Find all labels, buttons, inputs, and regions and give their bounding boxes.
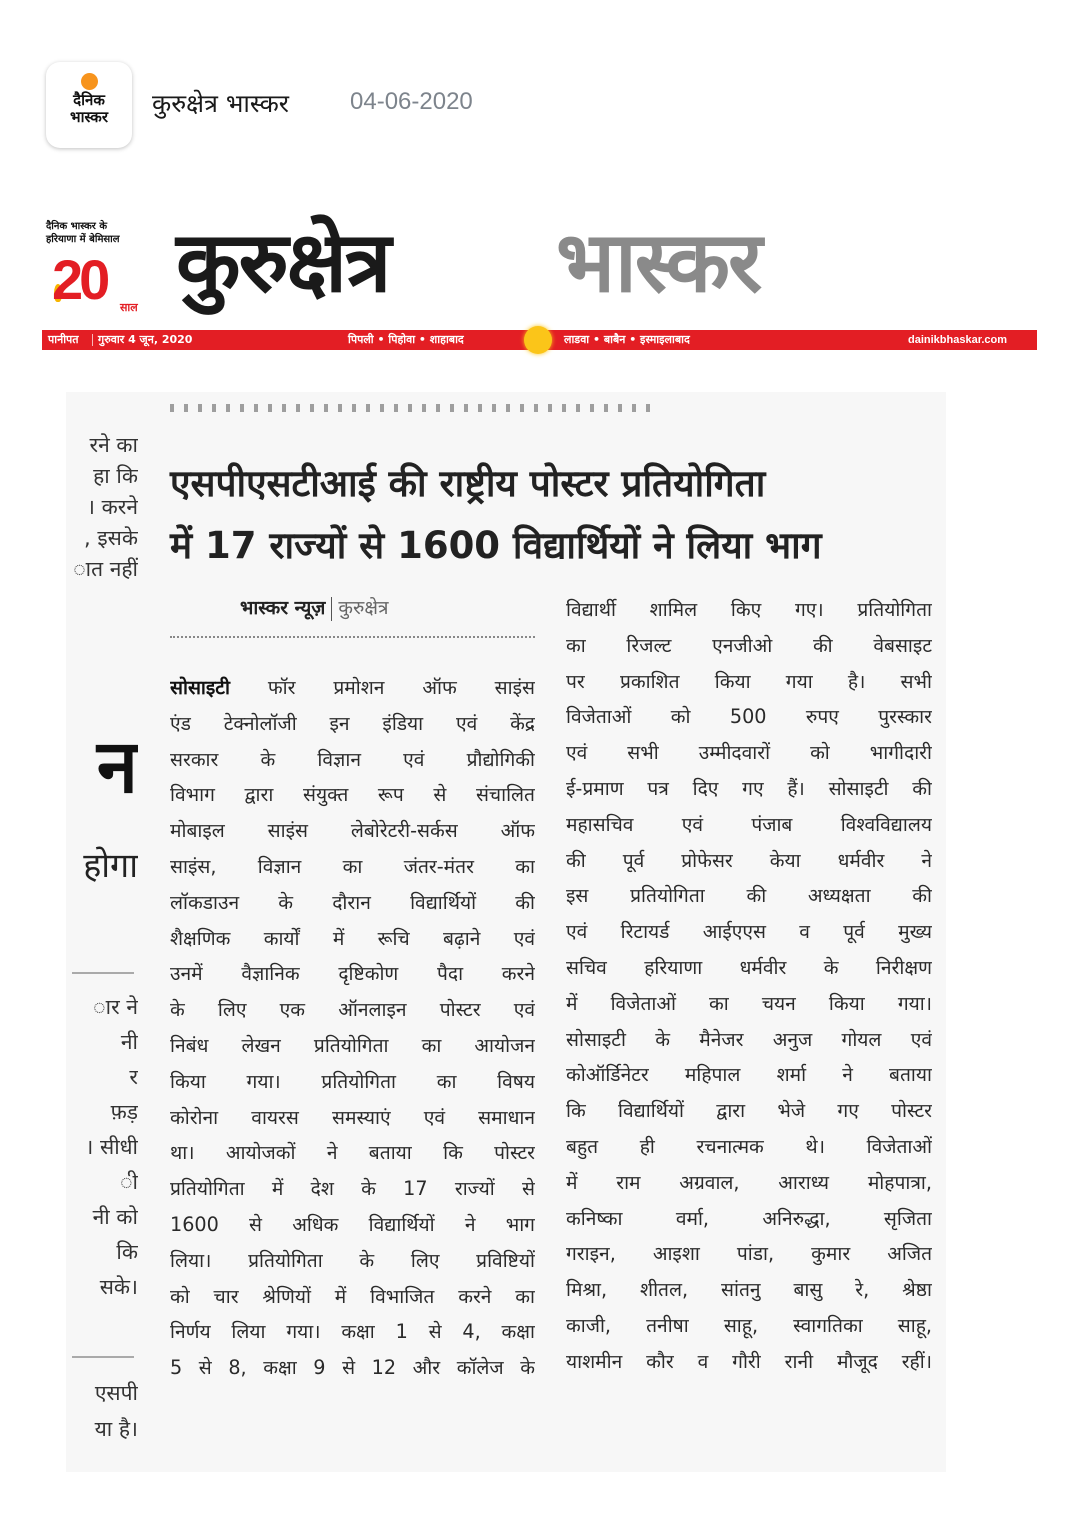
article-line: 5 से 8, कक्षा 9 से 12 और कॉलेज के bbox=[170, 1356, 535, 1380]
adjacent-heading-fragment: न bbox=[96, 724, 138, 810]
article-line: किया गया। प्रतियोगिता का विषय bbox=[170, 1069, 535, 1093]
bar-divider bbox=[92, 334, 93, 346]
adjacent-column-top bbox=[72, 430, 138, 585]
adjacent-line: , इसके bbox=[84, 526, 138, 550]
bar-towns-right: लाडवा • बाबैन • इस्माइलाबाद bbox=[564, 333, 690, 346]
article-column-2 bbox=[566, 592, 932, 1380]
edition-title: कुरुक्षेत्र भास्कर bbox=[152, 89, 290, 118]
article-line: ई-प्रमाण पत्र दिए गए हैं। सोसाइटी की bbox=[566, 776, 932, 800]
logo-line: दैनिक bbox=[73, 91, 105, 109]
article-line: एंड टेक्नोलॉजी इन इंडिया एवं केंद्र bbox=[170, 711, 535, 735]
article-line: कनिष्का वर्मा, अनिरुद्धा, सृजिता bbox=[566, 1206, 932, 1230]
article-byline bbox=[240, 594, 388, 621]
article-line: उनमें वैज्ञानिक दृष्टिकोण पैदा करने bbox=[170, 962, 535, 986]
article-line: कोरोना वायरस समस्याएं एवं समाधान bbox=[170, 1105, 535, 1129]
edition-date: 04-06-2020 bbox=[350, 88, 473, 115]
adjacent-line: हा कि bbox=[93, 464, 138, 488]
article-line: सचिव हरियाणा धर्मवीर के निरीक्षण bbox=[566, 955, 932, 979]
article-line: गराइन, आइशा पांडा, कुमार अजित bbox=[566, 1242, 932, 1266]
article-line: सोसाइटी के मैनेजर अनुज गोयल एवं bbox=[566, 1027, 932, 1051]
article-line-text: फॉर प्रमोशन ऑफ साइंस bbox=[229, 676, 535, 699]
article-line: काजी, तनीषा साहू, स्वागतिका साहू, bbox=[566, 1313, 932, 1337]
article-line: मिश्रा, शीतल, सांतनु बासु रे, श्रेष्ठा bbox=[566, 1278, 932, 1302]
tagline-line: दैनिक भास्कर के bbox=[46, 221, 108, 232]
adjacent-line: । करने bbox=[86, 495, 138, 519]
app-logo[interactable] bbox=[46, 62, 132, 148]
article-line: बहुत ही रचनात्मक थे। विजेताओं bbox=[566, 1134, 932, 1158]
byline-source: भास्कर न्यूज़ bbox=[240, 597, 326, 619]
adjacent-line: सके। bbox=[99, 1275, 138, 1299]
article-line: का रिजल्ट एनजीओ की वेबसाइट bbox=[566, 633, 932, 657]
byline-place: कुरुक्षेत्र bbox=[338, 597, 389, 619]
adjacent-column-bottom bbox=[72, 1375, 138, 1447]
article-column-1 bbox=[170, 670, 535, 1386]
article-line: प्रतियोगिता में देश के 17 राज्यों से bbox=[170, 1177, 535, 1201]
adjacent-line: र bbox=[129, 1065, 138, 1089]
adjacent-line: या है। bbox=[94, 1417, 138, 1441]
article-line: इस प्रतियोगिता की अध्यक्षता की bbox=[566, 884, 932, 908]
column-divider bbox=[72, 1356, 134, 1358]
column-divider bbox=[72, 972, 134, 974]
adjacent-line: नी को bbox=[92, 1205, 138, 1229]
article-line: एवं सभी उम्मीदवारों को भागीदारी bbox=[566, 741, 932, 765]
sun-logo-icon bbox=[524, 326, 552, 354]
adjacent-line: फ़ड़ bbox=[110, 1100, 138, 1124]
logo-line: भास्कर bbox=[70, 108, 108, 126]
anniversary-number: 20 bbox=[52, 248, 107, 311]
sun-icon bbox=[81, 73, 98, 90]
article-headline-line-2: में 17 राज्यों से 1600 विद्यार्थियों ने लिया भाग bbox=[170, 524, 822, 567]
adjacent-line: ी bbox=[120, 1170, 138, 1194]
article-line: कोऑर्डिनेटर महिपाल शर्मा ने बताया bbox=[566, 1063, 932, 1087]
article-line: पर प्रकाशित किया गया है। सभी bbox=[566, 669, 932, 693]
article-line: कि विद्यार्थियों द्वारा भेजे गए पोस्टर bbox=[566, 1099, 932, 1123]
article-line: याशमीन कौर व गौरी रानी मौजूद रहीं। bbox=[566, 1349, 932, 1373]
article-line: को चार श्रेणियों में विभाजित करने का bbox=[170, 1284, 535, 1308]
adjacent-line: रने का bbox=[89, 433, 138, 457]
byline-divider bbox=[331, 597, 332, 621]
adjacent-line: कि bbox=[116, 1240, 138, 1264]
masthead-title-brand: भास्कर bbox=[556, 213, 761, 311]
article-line: था। आयोजकों ने बताया कि पोस्टर bbox=[170, 1141, 535, 1165]
bar-towns-left: पिपली • पिहोवा • शाहाबाद bbox=[348, 333, 464, 346]
cut-text-remnant bbox=[170, 404, 660, 412]
article-line: में विजेताओं का चयन किया गया। bbox=[566, 991, 932, 1015]
article-line: में राम अग्रवाल, आराध्य मोहपात्रा, bbox=[566, 1170, 932, 1194]
masthead-tagline bbox=[46, 220, 156, 246]
article-line: लॉकडाउन के दौरान विद्यार्थियों की bbox=[170, 890, 535, 914]
bar-website: dainikbhaskar.com bbox=[908, 334, 1008, 346]
article-line: विभाग द्वारा संयुक्त रूप से संचालित bbox=[170, 783, 535, 807]
article-line: के लिए एक ऑनलाइन पोस्टर एवं bbox=[170, 998, 535, 1022]
article-line: लिया। प्रतियोगिता के लिए प्रविष्टियों bbox=[170, 1248, 535, 1272]
article-headline-line-1: एसपीएसटीआई की राष्ट्रीय पोस्टर प्रतियोगिता bbox=[170, 462, 766, 505]
logo-wordmark bbox=[46, 92, 132, 126]
article-line: शैक्षणिक कार्यों में रूचि बढ़ाने एवं bbox=[170, 926, 535, 950]
adjacent-line: नी bbox=[120, 1030, 138, 1054]
adjacent-column-middle bbox=[72, 990, 138, 1305]
adjacent-line: । सीधी bbox=[85, 1135, 138, 1159]
masthead-title-city: कुरुक्षेत्र bbox=[176, 213, 390, 311]
adjacent-subheading-fragment: होगा bbox=[83, 846, 138, 886]
anniversary-unit: साल bbox=[120, 301, 138, 314]
article-line: की पूर्व प्रोफेसर केया धर्मवीर ने bbox=[566, 848, 932, 872]
adjacent-line: ात नहीं bbox=[73, 557, 138, 581]
article-line: विजेताओं को 500 रुपए पुरस्कार bbox=[566, 705, 932, 729]
article-line: महासचिव एवं पंजाब विश्वविद्यालय bbox=[566, 812, 932, 836]
article-line bbox=[170, 670, 535, 706]
article-line: साइंस, विज्ञान का जंतर-मंतर का bbox=[170, 854, 535, 878]
article-line: विद्यार्थी शामिल किए गए। प्रतियोगिता bbox=[566, 598, 932, 621]
article-line: निर्णय लिया गया। कक्षा 1 से 4, कक्षा bbox=[170, 1320, 535, 1344]
article-line: मोबाइल साइंस लेबोरेटरी-सर्कस ऑफ bbox=[170, 819, 535, 843]
article-line: निबंध लेखन प्रतियोगिता का आयोजन bbox=[170, 1033, 535, 1057]
article-line: सरकार के विज्ञान एवं प्रौद्योगिकी bbox=[170, 747, 535, 771]
bar-date: गुरुवार 4 जून, 2020 bbox=[98, 333, 193, 346]
article-line: 1600 से अधिक विद्यार्थियों ने भाग bbox=[170, 1212, 535, 1236]
article-line: एवं रिटायर्ड आईएएस व पूर्व मुख्य bbox=[566, 920, 932, 944]
bar-city: पानीपत bbox=[48, 333, 79, 346]
byline-dotted-rule bbox=[170, 636, 535, 638]
adjacent-line: एसपी bbox=[94, 1381, 138, 1405]
tagline-line: हरियाणा में बेमिसाल bbox=[46, 234, 120, 245]
adjacent-line: ार ने bbox=[93, 995, 138, 1019]
lead-word: सोसाइटी bbox=[170, 676, 230, 699]
